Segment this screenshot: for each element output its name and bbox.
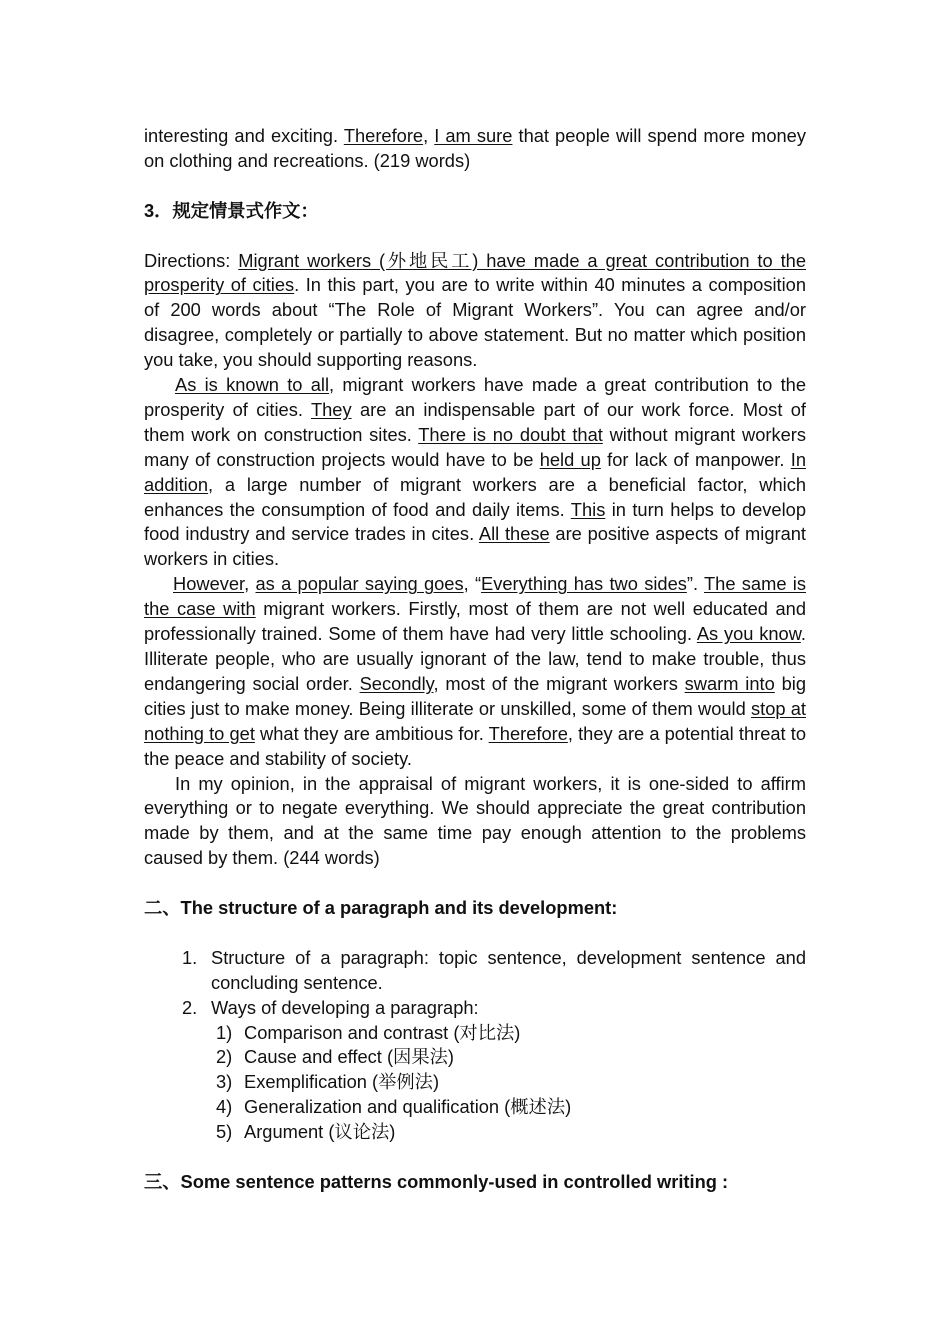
section-2-heading: 二、The structure of a paragraph and its development: [144,897,618,919]
list-item [144,996,806,1021]
phrase-i-am-sure: I am sure [434,125,513,146]
directions-text: . In this part, you are to write within 40 minutes a composition of 200 words about “The Role of Migrant Workers”. You can agree and/or disagree, completely or partially to above statement. But no matter which position you take, you should supporting reasons. [144,274,806,371]
list-item: 2) Cause and effect (因果法) [216,1046,454,1068]
phrase: There is no doubt that [418,423,603,445]
directions-statement: Migrant workers (外地民工) have made a great contribution to the prosperity of cities [144,249,806,296]
phrase: They [310,398,352,420]
essay-paragraph-2: However, as a popular saying goes, “Everything has two sides”. The same is the case with migrant workers. Firstly, most of them are not well educated and professionally trained. Some of them have had very little schooling. As you know. Illiterate people, who are usually ignorant of the law, tend to make trouble, thus endangering social order. Secondly, most of the migrant workers swarm into big cities just to make money. Being illiterate or unskilled, some of them would stop at nothing to get what they are ambitious for. Therefore, they are a potential threat to the peace and stability of society. [144,573,806,769]
list-number: 1. [182,946,198,968]
essay-paragraph-1: As is known to all, migrant workers have made a great contribution to the prosperity of cities. They are an indispensable part of our work force. Most of them work on construction sites. There is no doubt that without migrant workers many of construction projects would have to be held up for lack of manpower. In addition, a large number of migrant workers are a beneficial factor, which enhances the consumption of food and daily items. This in turn helps to develop food industry and service trades in cites. All these are positive aspects of migrant workers in cities. [144,374,806,570]
intro-text: , [423,125,435,146]
phrase: swarm into [684,672,775,694]
phrase: As you know [696,623,801,645]
phrase: Secondly [359,672,434,694]
ways-list [144,1021,806,1146]
intro-text: interesting and exciting. [144,125,344,146]
phrase: stop at nothing to get [144,697,806,744]
section-3b-heading: 三、Some sentence patterns commonly-used in controlled writing : [144,1170,729,1192]
section-3-heading: 3．规定情景式作文： [144,199,319,221]
phrase: However [173,573,245,595]
phrase: Therefore [488,722,568,744]
document-body [144,124,806,1195]
phrase: held up [539,448,601,470]
phrase: Everything has two sides [481,573,687,595]
intro-paragraph [144,124,806,174]
phrase: as a popular saying goes [255,573,464,595]
paragraph-development-list [144,946,806,1021]
phrase-therefore: Therefore [343,125,424,146]
list-item-text: Ways of developing a paragraph: [211,996,479,1018]
phrase: All these [478,523,550,545]
list-item: 4) Generalization and qualification (概述法) [216,1096,572,1118]
list-item-text: Structure of a paragraph: topic sentence, development sentence and concluding sentence. [211,946,806,993]
phrase: The same is the case with [144,573,806,620]
list-item [144,946,806,996]
directions-label: Directions: [144,249,239,271]
list-item: 3) Exemplification (举例法) [216,1071,440,1093]
list-number: 2. [182,996,198,1018]
essay-paragraph-3: In my opinion, in the appraisal of migrant workers, it is one-sided to affirm everything or to negate everything. We should appreciate the great contribution made by them, and at the same time pay enough attention to the problems caused by them. (244 words) [144,772,806,869]
intro-text: that people will spend more money on clothing and recreations. (219 words) [144,125,806,171]
phrase: This [570,498,606,520]
list-item: 1) Comparison and contrast (对比法) [216,1021,521,1043]
phrase: In addition [144,448,806,495]
directions-paragraph [144,249,806,374]
phrase: As is known to all [175,374,330,396]
list-item: 5) Argument (议论法) [216,1121,396,1143]
